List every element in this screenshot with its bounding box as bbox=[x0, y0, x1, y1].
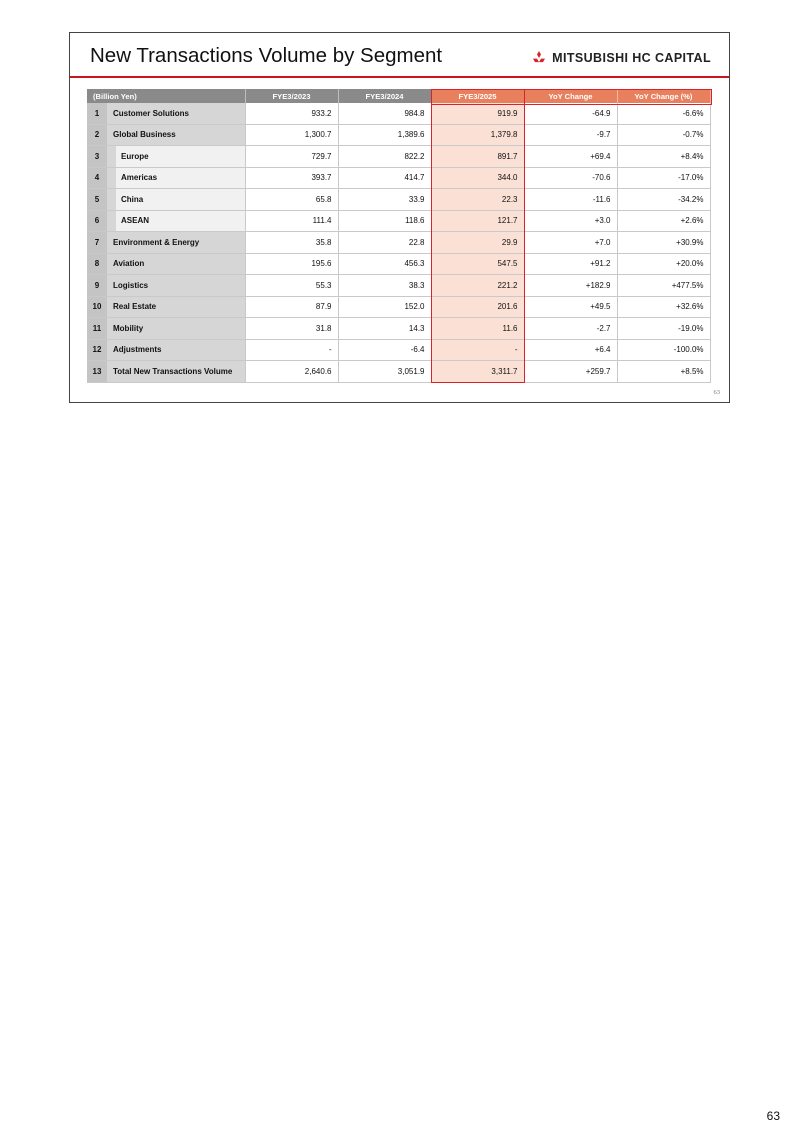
value-cell: 55.3 bbox=[245, 275, 338, 297]
segment-label: Real Estate bbox=[107, 296, 245, 318]
value-cell: 221.2 bbox=[431, 275, 524, 297]
value-cell: -6.6% bbox=[617, 103, 710, 124]
value-cell: +69.4 bbox=[524, 146, 617, 168]
row-number: 11 bbox=[87, 318, 107, 340]
value-cell: +2.6% bbox=[617, 210, 710, 232]
table-row bbox=[87, 253, 710, 275]
value-cell: +49.5 bbox=[524, 296, 617, 318]
value-cell: 1,379.8 bbox=[431, 124, 524, 146]
indent-spacer bbox=[107, 189, 116, 210]
segment-label: Global Business bbox=[107, 124, 245, 146]
segment-label: Customer Solutions bbox=[107, 103, 245, 124]
value-cell: 344.0 bbox=[431, 167, 524, 189]
value-cell: +7.0 bbox=[524, 232, 617, 254]
column-header: FYE3/2023 bbox=[245, 89, 338, 103]
value-cell: +6.4 bbox=[524, 339, 617, 361]
three-diamonds-icon bbox=[531, 51, 547, 65]
value-cell: -34.2% bbox=[617, 189, 710, 211]
row-number: 5 bbox=[87, 189, 107, 211]
value-cell: 38.3 bbox=[338, 275, 431, 297]
sub-segment-label: Europe bbox=[116, 146, 245, 167]
value-cell: -0.7% bbox=[617, 124, 710, 146]
value-cell: -11.6 bbox=[524, 189, 617, 211]
segment-label: Total New Transactions Volume bbox=[107, 361, 245, 383]
table-row bbox=[87, 339, 710, 361]
value-cell: +91.2 bbox=[524, 253, 617, 275]
row-number: 13 bbox=[87, 361, 107, 383]
value-cell: -2.7 bbox=[524, 318, 617, 340]
value-cell: 35.8 bbox=[245, 232, 338, 254]
brand-logo bbox=[531, 48, 711, 68]
table-row bbox=[87, 232, 710, 254]
table-row bbox=[87, 210, 710, 232]
value-cell: 118.6 bbox=[338, 210, 431, 232]
brand-name: MITSUBISHI HC CAPITAL bbox=[552, 51, 711, 65]
value-cell: 729.7 bbox=[245, 146, 338, 168]
sub-segment-label: ASEAN bbox=[116, 211, 245, 232]
value-cell: -70.6 bbox=[524, 167, 617, 189]
indent-spacer bbox=[107, 146, 116, 167]
sub-segment-label: Americas bbox=[116, 168, 245, 189]
value-cell: 547.5 bbox=[431, 253, 524, 275]
table-row bbox=[87, 296, 710, 318]
value-cell: 822.2 bbox=[338, 146, 431, 168]
value-cell: 2,640.6 bbox=[245, 361, 338, 383]
row-number: 1 bbox=[87, 103, 107, 124]
indent-spacer bbox=[107, 211, 116, 232]
value-cell: 87.9 bbox=[245, 296, 338, 318]
table-row bbox=[87, 189, 710, 211]
value-cell: +8.4% bbox=[617, 146, 710, 168]
value-cell: +8.5% bbox=[617, 361, 710, 383]
row-number: 10 bbox=[87, 296, 107, 318]
row-number: 9 bbox=[87, 275, 107, 297]
unit-header: (Billion Yen) bbox=[87, 89, 245, 103]
value-cell: 29.9 bbox=[431, 232, 524, 254]
sub-segment-cell bbox=[107, 146, 245, 168]
segment-label: Environment & Energy bbox=[107, 232, 245, 254]
value-cell: 22.8 bbox=[338, 232, 431, 254]
value-cell: 22.3 bbox=[431, 189, 524, 211]
table-row bbox=[87, 361, 710, 383]
value-cell: 456.3 bbox=[338, 253, 431, 275]
table-row bbox=[87, 124, 710, 146]
value-cell: - bbox=[245, 339, 338, 361]
value-cell: -17.0% bbox=[617, 167, 710, 189]
value-cell: -6.4 bbox=[338, 339, 431, 361]
value-cell: 919.9 bbox=[431, 103, 524, 124]
column-header-highlighted: YoY Change (%) bbox=[617, 89, 710, 103]
table-header-row bbox=[87, 89, 710, 103]
value-cell: +3.0 bbox=[524, 210, 617, 232]
row-number: 7 bbox=[87, 232, 107, 254]
table-row bbox=[87, 167, 710, 189]
value-cell: 3,051.9 bbox=[338, 361, 431, 383]
value-cell: +477.5% bbox=[617, 275, 710, 297]
slide-frame bbox=[69, 32, 730, 403]
value-cell: -19.0% bbox=[617, 318, 710, 340]
row-number: 12 bbox=[87, 339, 107, 361]
sub-segment-cell bbox=[107, 189, 245, 211]
value-cell: -9.7 bbox=[524, 124, 617, 146]
value-cell: +32.6% bbox=[617, 296, 710, 318]
row-number: 3 bbox=[87, 146, 107, 168]
transactions-table bbox=[87, 89, 711, 383]
value-cell: -64.9 bbox=[524, 103, 617, 124]
row-number: 2 bbox=[87, 124, 107, 146]
value-cell: 14.3 bbox=[338, 318, 431, 340]
table-row bbox=[87, 146, 710, 168]
value-cell: 11.6 bbox=[431, 318, 524, 340]
value-cell: -100.0% bbox=[617, 339, 710, 361]
value-cell: 195.6 bbox=[245, 253, 338, 275]
table-row bbox=[87, 275, 710, 297]
sub-segment-label: China bbox=[116, 189, 245, 210]
value-cell: +259.7 bbox=[524, 361, 617, 383]
sub-segment-cell bbox=[107, 210, 245, 232]
column-header-highlighted: YoY Change bbox=[524, 89, 617, 103]
column-header-highlighted: FYE3/2025 bbox=[431, 89, 524, 103]
value-cell: 933.2 bbox=[245, 103, 338, 124]
value-cell: 121.7 bbox=[431, 210, 524, 232]
value-cell: +182.9 bbox=[524, 275, 617, 297]
segment-label: Aviation bbox=[107, 253, 245, 275]
value-cell: 31.8 bbox=[245, 318, 338, 340]
table-row bbox=[87, 103, 710, 124]
value-cell: - bbox=[431, 339, 524, 361]
table-row bbox=[87, 318, 710, 340]
row-number: 8 bbox=[87, 253, 107, 275]
value-cell: 393.7 bbox=[245, 167, 338, 189]
value-cell: +20.0% bbox=[617, 253, 710, 275]
value-cell: +30.9% bbox=[617, 232, 710, 254]
title-divider bbox=[70, 76, 729, 78]
value-cell: 201.6 bbox=[431, 296, 524, 318]
segment-label: Logistics bbox=[107, 275, 245, 297]
slide-title: New Transactions Volume by Segment bbox=[90, 44, 443, 67]
value-cell: 3,311.7 bbox=[431, 361, 524, 383]
segment-label: Mobility bbox=[107, 318, 245, 340]
column-header: FYE3/2024 bbox=[338, 89, 431, 103]
table-body bbox=[87, 103, 710, 382]
sub-segment-cell bbox=[107, 167, 245, 189]
value-cell: 152.0 bbox=[338, 296, 431, 318]
value-cell: 1,300.7 bbox=[245, 124, 338, 146]
page-number: 63 bbox=[766, 1109, 780, 1123]
value-cell: 1,389.6 bbox=[338, 124, 431, 146]
segment-label: Adjustments bbox=[107, 339, 245, 361]
slide-number: 63 bbox=[713, 389, 720, 396]
row-number: 4 bbox=[87, 167, 107, 189]
value-cell: 891.7 bbox=[431, 146, 524, 168]
value-cell: 65.8 bbox=[245, 189, 338, 211]
value-cell: 111.4 bbox=[245, 210, 338, 232]
row-number: 6 bbox=[87, 210, 107, 232]
value-cell: 984.8 bbox=[338, 103, 431, 124]
value-cell: 414.7 bbox=[338, 167, 431, 189]
indent-spacer bbox=[107, 168, 116, 189]
value-cell: 33.9 bbox=[338, 189, 431, 211]
